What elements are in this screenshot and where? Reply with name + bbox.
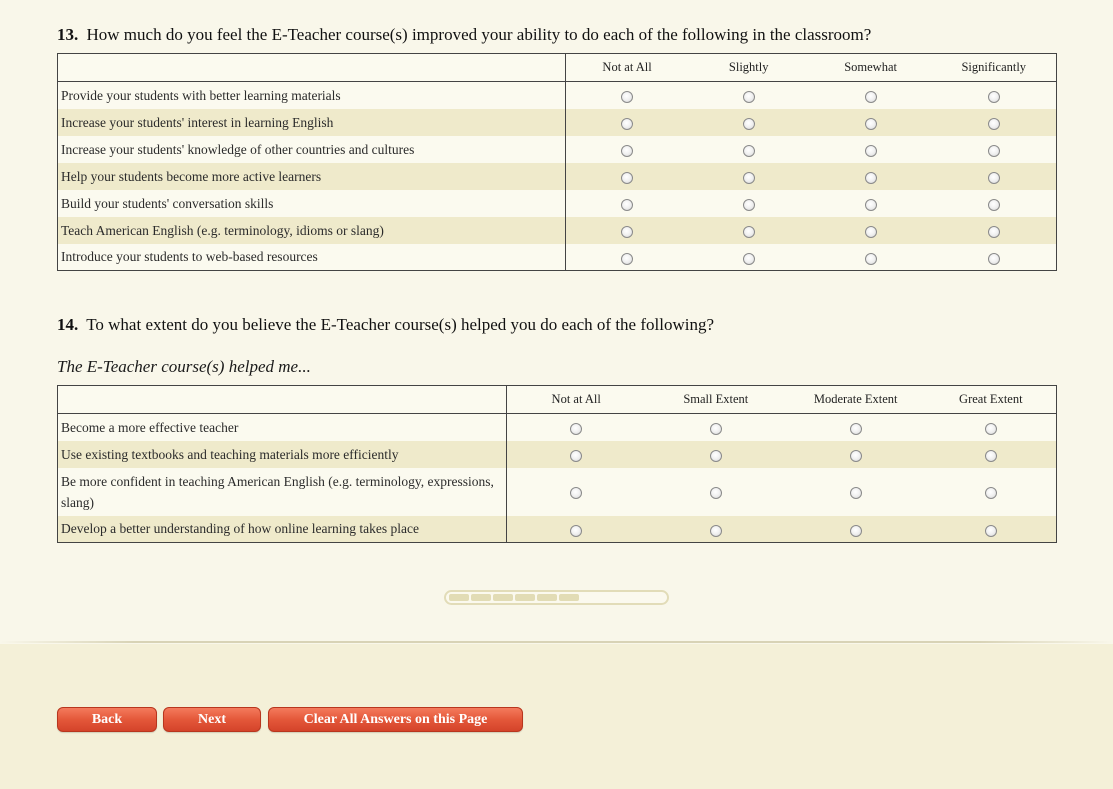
radio-button[interactable] [710, 487, 722, 499]
row-label: Build your students' conversation skills [58, 190, 566, 217]
radio-button[interactable] [850, 525, 862, 537]
question-13-matrix [57, 53, 1057, 271]
radio-button[interactable] [865, 145, 877, 157]
matrix-row [58, 82, 1057, 109]
radio-button[interactable] [985, 450, 997, 462]
footer-divider [0, 641, 1113, 643]
back-button[interactable]: Back [57, 707, 157, 732]
radio-button[interactable] [743, 118, 755, 130]
row-label: Introduce your students to web-based resources [58, 244, 566, 271]
radio-button[interactable] [988, 91, 1000, 103]
matrix-row [58, 217, 1057, 244]
column-header: Slightly [688, 54, 810, 82]
column-header: Moderate Extent [786, 386, 926, 414]
column-header: Not at All [566, 54, 688, 82]
radio-button[interactable] [988, 118, 1000, 130]
column-header: Small Extent [646, 386, 786, 414]
column-header: Significantly [932, 54, 1057, 82]
matrix-row [58, 163, 1057, 190]
question-14-number: 14. [57, 315, 79, 334]
column-header: Somewhat [810, 54, 932, 82]
matrix-row [58, 136, 1057, 163]
radio-button[interactable] [710, 450, 722, 462]
column-header: Not at All [506, 386, 646, 414]
row-label: Increase your students' interest in learning English [58, 109, 566, 136]
progress-segment [449, 594, 469, 601]
matrix-row [58, 516, 1057, 543]
radio-button[interactable] [570, 525, 582, 537]
matrix-row [58, 441, 1057, 468]
radio-button[interactable] [743, 172, 755, 184]
radio-button[interactable] [865, 253, 877, 265]
radio-button[interactable] [988, 145, 1000, 157]
question-13-number: 13. [57, 25, 79, 44]
radio-button[interactable] [570, 423, 582, 435]
question-14-subtitle: The E-Teacher course(s) helped me... [57, 357, 311, 376]
question-13-text: How much do you feel the E-Teacher course(s) improved your ability to do each of the following in the classroom? [86, 25, 872, 44]
radio-button[interactable] [621, 91, 633, 103]
radio-button[interactable] [621, 199, 633, 211]
radio-button[interactable] [865, 226, 877, 238]
radio-button[interactable] [621, 145, 633, 157]
next-button[interactable]: Next [163, 707, 261, 732]
radio-button[interactable] [710, 525, 722, 537]
radio-button[interactable] [850, 423, 862, 435]
row-label: Be more confident in teaching American English (e.g. terminology, expressions, slang) [58, 468, 507, 516]
row-label: Provide your students with better learning materials [58, 82, 566, 109]
radio-button[interactable] [621, 172, 633, 184]
row-label: Become a more effective teacher [58, 414, 507, 441]
progress-bar [444, 590, 669, 605]
radio-button[interactable] [988, 172, 1000, 184]
radio-button[interactable] [988, 199, 1000, 211]
matrix-corner [58, 386, 507, 414]
matrix-row [58, 414, 1057, 441]
radio-button[interactable] [865, 91, 877, 103]
radio-button[interactable] [865, 172, 877, 184]
progress-segment [471, 594, 491, 601]
matrix-corner [58, 54, 566, 82]
matrix-row [58, 244, 1057, 271]
progress-segment [559, 594, 579, 601]
question-14-text: To what extent do you believe the E-Teacher course(s) helped you do each of the following? [86, 315, 715, 334]
radio-button[interactable] [985, 525, 997, 537]
progress-segment [493, 594, 513, 601]
radio-button[interactable] [621, 118, 633, 130]
radio-button[interactable] [570, 487, 582, 499]
radio-button[interactable] [621, 253, 633, 265]
radio-button[interactable] [743, 199, 755, 211]
question-14-title [57, 315, 714, 335]
radio-button[interactable] [865, 199, 877, 211]
progress-segment [515, 594, 535, 601]
radio-button[interactable] [988, 226, 1000, 238]
row-label: Teach American English (e.g. terminology, idioms or slang) [58, 217, 566, 244]
radio-button[interactable] [985, 423, 997, 435]
row-label: Develop a better understanding of how online learning takes place [58, 516, 507, 543]
row-label: Help your students become more active learners [58, 163, 566, 190]
progress-segment [537, 594, 557, 601]
radio-button[interactable] [743, 145, 755, 157]
matrix-row [58, 190, 1057, 217]
radio-button[interactable] [743, 253, 755, 265]
radio-button[interactable] [570, 450, 582, 462]
row-label: Use existing textbooks and teaching materials more efficiently [58, 441, 507, 468]
radio-button[interactable] [850, 450, 862, 462]
matrix-row [58, 468, 1057, 516]
radio-button[interactable] [988, 253, 1000, 265]
radio-button[interactable] [621, 226, 633, 238]
question-14-matrix [57, 385, 1057, 543]
radio-button[interactable] [865, 118, 877, 130]
question-13-title [57, 25, 871, 45]
radio-button[interactable] [743, 91, 755, 103]
row-label: Increase your students' knowledge of other countries and cultures [58, 136, 566, 163]
column-header: Great Extent [926, 386, 1057, 414]
radio-button[interactable] [743, 226, 755, 238]
matrix-row [58, 109, 1057, 136]
radio-button[interactable] [985, 487, 997, 499]
radio-button[interactable] [850, 487, 862, 499]
radio-button[interactable] [710, 423, 722, 435]
clear-answers-button[interactable]: Clear All Answers on this Page [268, 707, 523, 732]
